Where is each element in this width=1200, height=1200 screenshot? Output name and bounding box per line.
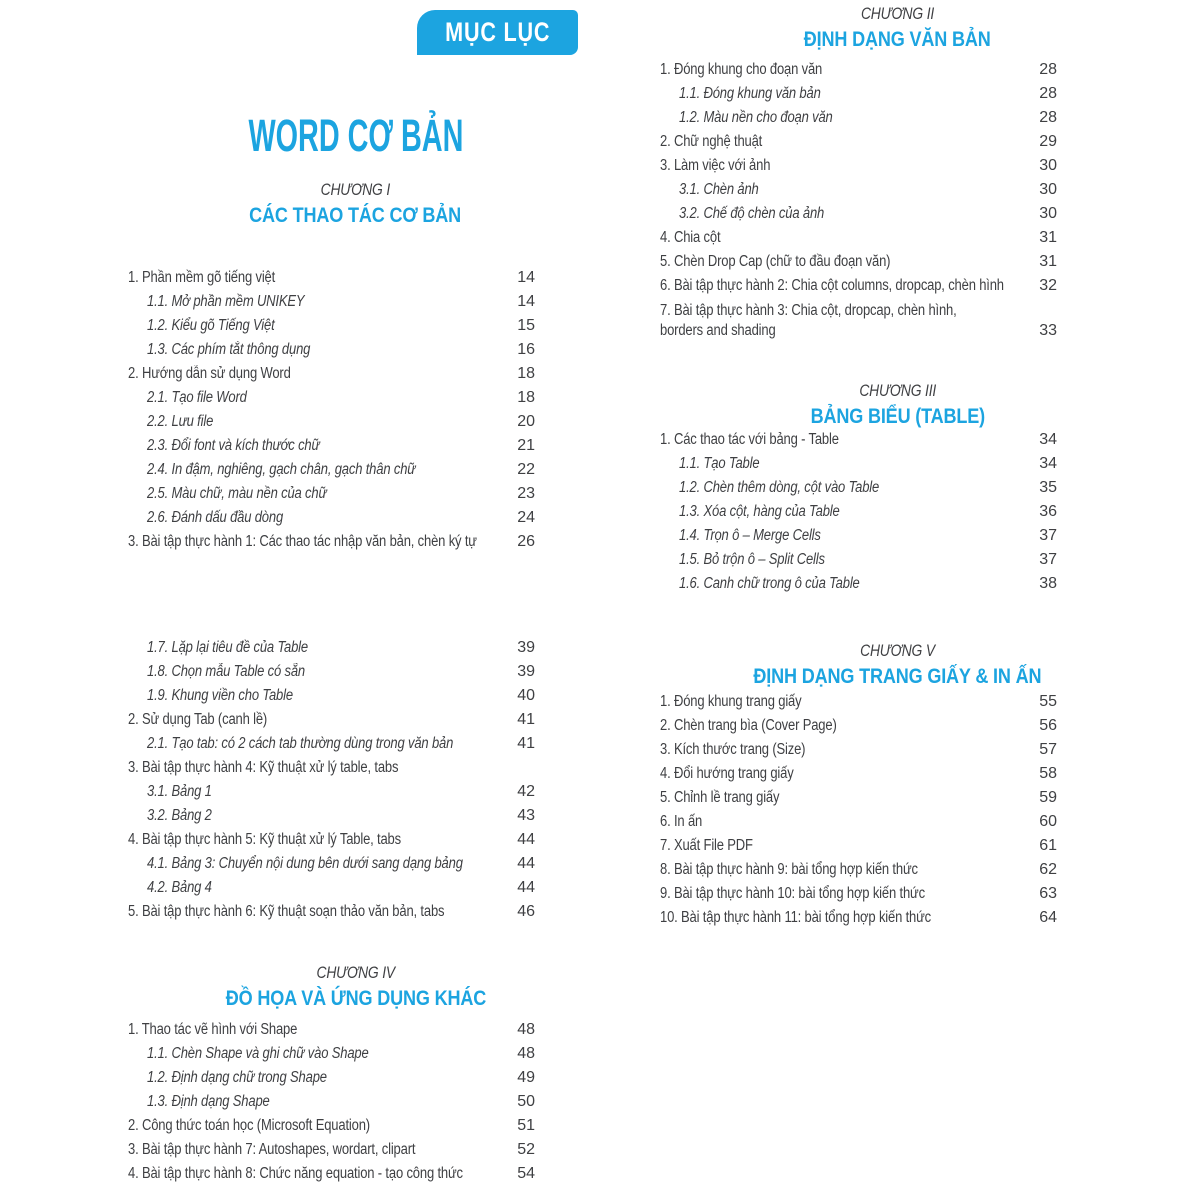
toc-item: [128, 458, 535, 482]
toc-item-page-number: 49: [517, 1069, 535, 1086]
toc-item-label: 1.1. Đóng khung văn bản: [679, 85, 821, 102]
toc-item: [128, 852, 535, 876]
toc-item-label: 6. In ấn: [660, 813, 703, 830]
toc-item-page-number: 21: [517, 437, 535, 454]
toc-item-page-number: 28: [1039, 85, 1057, 102]
chapter-5-items: [660, 690, 1057, 930]
toc-item-label: 3. Bài tập thực hành 1: Các thao tác nhập văn bản, chèn ký tự: [128, 533, 477, 550]
toc-item-page-number: 31: [1039, 229, 1057, 246]
toc-item-page-number: 32: [1039, 277, 1057, 294]
toc-item: [660, 106, 1057, 130]
continuation-items: [128, 636, 535, 924]
toc-item: [660, 178, 1057, 202]
toc-item: [660, 500, 1057, 524]
toc-item-label: 1.9. Khung viền cho Table: [147, 687, 293, 704]
toc-item-page-number: 28: [1039, 109, 1057, 126]
toc-item: [660, 476, 1057, 500]
toc-item: [128, 1138, 535, 1162]
toc-item-label: 3.1. Bảng 1: [147, 783, 212, 800]
chapter-4-heading: ĐỒ HỌA VÀ ỨNG DỤNG KHÁC: [225, 986, 486, 1010]
chapter-5-heading: ĐỊNH DẠNG TRANG GIẤY & IN ẤN: [753, 664, 1042, 688]
toc-item: [128, 506, 535, 530]
toc-item-page-number: 18: [517, 389, 535, 406]
chapter-3-items: [660, 428, 1057, 596]
chapter-2-heading: ĐỊNH DẠNG VĂN BẢN: [804, 27, 991, 51]
toc-item: [660, 58, 1057, 82]
toc-item-label: 10. Bài tập thực hành 11: bài tổng hợp kiến thức: [660, 909, 932, 926]
toc-item: [128, 636, 535, 660]
chapter-1-heading: CÁC THAO TÁC CƠ BẢN: [249, 203, 462, 227]
toc-item: [128, 314, 535, 338]
toc-item-page-number: 60: [1039, 813, 1057, 830]
toc-item-label: 1.2. Định dạng chữ trong Shape: [147, 1069, 327, 1086]
toc-item-label: 1. Đóng khung cho đoạn văn: [660, 61, 823, 78]
toc-item-label: 9. Bài tập thực hành 10: bài tổng hợp kiến thức: [660, 885, 925, 902]
toc-item: [128, 410, 535, 434]
toc-item-page-number: 30: [1039, 181, 1057, 198]
toc-item-page-number: 30: [1039, 205, 1057, 222]
toc-item: [128, 434, 535, 458]
chapter-1-items: [128, 266, 535, 554]
toc-item: [128, 482, 535, 506]
toc-item-label: 7. Bài tập thực hành 3: Chia cột, dropcap, chèn hình, borders and shading: [660, 302, 957, 339]
chapter-3-heading: BẢNG BIỂU (TABLE): [810, 404, 985, 428]
toc-item: [128, 828, 535, 852]
toc-item: [660, 762, 1057, 786]
toc-item: [660, 82, 1057, 106]
toc-item-page-number: 55: [1039, 693, 1057, 710]
toc-item: [128, 1090, 535, 1114]
toc-item-page-number: 46: [517, 903, 535, 920]
toc-item-page-number: 23: [517, 485, 535, 502]
toc-item-label: 2.5. Màu chữ, màu nền của chữ: [147, 485, 327, 502]
toc-item-page-number: 39: [517, 639, 535, 656]
toc-item-label: 1.1. Mở phần mềm UNIKEY: [147, 293, 305, 310]
toc-item-page-number: 37: [1039, 551, 1057, 568]
toc-item-label: 1.3. Các phím tắt thông dụng: [147, 341, 311, 358]
toc-item-page-number: 40: [517, 687, 535, 704]
toc-item-label: 1.7. Lặp lại tiêu đề của Table: [147, 639, 308, 656]
toc-item-label: 4.1. Bảng 3: Chuyển nội dung bên dưới sang dạng bảng: [147, 855, 463, 872]
toc-item-page-number: 44: [517, 831, 535, 848]
toc-item-label: 2. Chèn trang bìa (Cover Page): [660, 717, 837, 734]
toc-item-label: 3. Làm việc với ảnh: [660, 157, 771, 174]
toc-item-page-number: 64: [1039, 909, 1057, 926]
toc-item-label: 4. Bài tập thực hành 8: Chức năng equation - tạo công thức: [128, 1165, 463, 1182]
toc-item-label: 2. Sử dụng Tab (canh lề): [128, 711, 268, 728]
toc-item-label: 5. Chèn Drop Cap (chữ to đầu đoạn văn): [660, 253, 891, 270]
toc-item-label: 2.3. Đổi font và kích thước chữ: [147, 437, 320, 454]
toc-item: [128, 1066, 535, 1090]
toc-item-page-number: 62: [1039, 861, 1057, 878]
toc-item: [128, 1018, 535, 1042]
toc-item-page-number: 61: [1039, 837, 1057, 854]
chapter-4-label: CHƯƠNG IV: [316, 964, 395, 982]
toc-item-page-number: 51: [517, 1117, 535, 1134]
toc-item-page-number: 36: [1039, 503, 1057, 520]
toc-item: [128, 708, 535, 732]
toc-item-page-number: 52: [517, 1141, 535, 1158]
toc-item: [128, 386, 535, 410]
toc-item-label: 1.6. Canh chữ trong ô của Table: [679, 575, 860, 592]
toc-item-page-number: 34: [1039, 431, 1057, 448]
toc-item-page-number: 29: [1039, 133, 1057, 150]
toc-item: [660, 906, 1057, 930]
toc-item-page-number: 38: [1039, 575, 1057, 592]
toc-item-label: 5. Chỉnh lề trang giấy: [660, 789, 780, 806]
toc-item-label: 3. Bài tập thực hành 4: Kỹ thuật xử lý table, tabs: [128, 759, 399, 776]
toc-item: [128, 1042, 535, 1066]
toc-item: [128, 756, 535, 780]
toc-item: [660, 274, 1057, 298]
toc-item: [660, 858, 1057, 882]
toc-item-page-number: 20: [517, 413, 535, 430]
toc-item-label: 1. Đóng khung trang giấy: [660, 693, 802, 710]
toc-item: [660, 548, 1057, 572]
toc-item: [660, 834, 1057, 858]
toc-item-page-number: 41: [517, 735, 535, 752]
toc-item-page-number: 48: [517, 1045, 535, 1062]
toc-item-page-number: 30: [1039, 157, 1057, 174]
chapter-4-items: [128, 1018, 535, 1186]
toc-badge-label: MỤC LỤC: [444, 17, 551, 47]
toc-item: [128, 732, 535, 756]
chapter-1-label: CHƯƠNG I: [320, 181, 391, 199]
toc-item-page-number: 56: [1039, 717, 1057, 734]
toc-item: [128, 266, 535, 290]
chapter-2-label: CHƯƠNG II: [860, 5, 935, 23]
toc-item-label: 1.2. Kiểu gõ Tiếng Việt: [147, 317, 275, 334]
toc-item-page-number: 44: [517, 879, 535, 896]
toc-item-page-number: 63: [1039, 885, 1057, 902]
toc-item: [128, 660, 535, 684]
toc-item-label: 3.1. Chèn ảnh: [679, 181, 759, 198]
toc-item-label: 3. Kích thước trang (Size): [660, 741, 806, 758]
toc-item-page-number: 50: [517, 1093, 535, 1110]
toc-item: [128, 530, 535, 554]
toc-item: [660, 524, 1057, 548]
toc-item-page-number: 54: [517, 1165, 535, 1182]
toc-item-label: 6. Bài tập thực hành 2: Chia cột columns, dropcap, chèn hình: [660, 277, 1004, 294]
toc-item: [128, 876, 535, 900]
toc-item-page-number: 22: [517, 461, 535, 478]
toc-item-page-number: 26: [517, 533, 535, 550]
toc-item-label: 1.8. Chọn mẫu Table có sẵn: [147, 663, 306, 680]
toc-item-label: 2.2. Lưu file: [147, 413, 214, 430]
toc-item-page-number: 58: [1039, 765, 1057, 782]
toc-item-label: 4.2. Bảng 4: [147, 879, 212, 896]
toc-item-label: 1.3. Định dạng Shape: [147, 1093, 270, 1110]
toc-item: [660, 226, 1057, 250]
toc-item-page-number: 37: [1039, 527, 1057, 544]
toc-item-label: 3. Bài tập thực hành 7: Autoshapes, wordart, clipart: [128, 1141, 416, 1158]
chapter-2-items: [660, 58, 1057, 340]
book-title-text: WORD CƠ BẢN: [248, 110, 463, 161]
toc-item-label: 1.5. Bỏ trộn ô – Split Cells: [679, 551, 825, 568]
toc-item-label: 3.2. Chế độ chèn của ảnh: [679, 205, 825, 222]
toc-item-label: 5. Bài tập thực hành 6: Kỹ thuật soạn thảo văn bản, tabs: [128, 903, 445, 920]
toc-item: [660, 690, 1057, 714]
toc-item: [660, 572, 1057, 596]
toc-item: [660, 130, 1057, 154]
toc-item: [128, 684, 535, 708]
toc-item-label: 4. Bài tập thực hành 5: Kỹ thuật xử lý Table, tabs: [128, 831, 401, 848]
toc-item-page-number: 14: [517, 269, 535, 286]
toc-item-page-number: 44: [517, 855, 535, 872]
toc-item: [128, 1162, 535, 1186]
toc-item-page-number: 41: [517, 711, 535, 728]
toc-item: [660, 738, 1057, 762]
toc-item-label: 2.4. In đậm, nghiêng, gạch chân, gạch thân chữ: [147, 461, 416, 478]
toc-item-page-number: 43: [517, 807, 535, 824]
toc-item: [128, 290, 535, 314]
toc-item-label: 1.1. Chèn Shape và ghi chữ vào Shape: [147, 1045, 369, 1062]
toc-item: [128, 780, 535, 804]
toc-item-label: 2. Hướng dẫn sử dụng Word: [128, 365, 291, 382]
toc-item-page-number: 35: [1039, 479, 1057, 496]
toc-item-label: 4. Chia cột: [660, 229, 721, 246]
toc-item-page-number: 34: [1039, 455, 1057, 472]
toc-item: [660, 154, 1057, 178]
toc-item-page-number: 16: [517, 341, 535, 358]
chapter-3-label: CHƯƠNG III: [859, 382, 936, 400]
toc-item: [660, 298, 1057, 340]
toc-item-page-number: 39: [517, 663, 535, 680]
toc-item-page-number: 14: [517, 293, 535, 310]
toc-item: [660, 428, 1057, 452]
toc-item-page-number: 31: [1039, 253, 1057, 270]
toc-item-label: 1.4. Trọn ô – Merge Cells: [679, 527, 821, 544]
toc-item-label: 4. Đổi hướng trang giấy: [660, 765, 794, 782]
toc-item-label: 2.1. Tạo file Word: [147, 389, 247, 406]
toc-item: [660, 250, 1057, 274]
toc-item: [128, 1114, 535, 1138]
chapter-5-label: CHƯƠNG V: [860, 642, 935, 660]
toc-item-page-number: 15: [517, 317, 535, 334]
toc-item-page-number: 28: [1039, 61, 1057, 78]
toc-item-page-number: 48: [517, 1021, 535, 1038]
toc-item-page-number: 33: [1039, 321, 1057, 339]
toc-item-label: 1.2. Màu nền cho đoạn văn: [679, 109, 833, 126]
toc-item-label: 2.1. Tạo tab: có 2 cách tab thường dùng trong văn bản: [147, 735, 454, 752]
toc-item-label: 7. Xuất File PDF: [660, 837, 753, 854]
toc-item-page-number: 59: [1039, 789, 1057, 806]
toc-item-label: 1. Các thao tác với bảng - Table: [660, 431, 839, 448]
toc-item: [660, 786, 1057, 810]
toc-item: [128, 338, 535, 362]
toc-item-label: 8. Bài tập thực hành 9: bài tổng hợp kiến thức: [660, 861, 918, 878]
toc-item: [128, 804, 535, 828]
toc-item: [128, 362, 535, 386]
toc-item: [660, 202, 1057, 226]
toc-item: [660, 452, 1057, 476]
toc-item-label: 2.6. Đánh dấu đầu dòng: [147, 509, 284, 526]
toc-item-page-number: 57: [1039, 741, 1057, 758]
toc-item-label: 3.2. Bảng 2: [147, 807, 212, 824]
toc-item-label: 2. Chữ nghệ thuật: [660, 133, 763, 150]
toc-item: [660, 882, 1057, 906]
toc-item-label: 1. Phần mềm gõ tiếng việt: [128, 269, 276, 286]
toc-item-page-number: 18: [517, 365, 535, 382]
toc-item-label: 1. Thao tác vẽ hình với Shape: [128, 1021, 298, 1038]
toc-item: [128, 900, 535, 924]
toc-badge: [417, 10, 578, 55]
book-title: [128, 110, 583, 162]
toc-item-label: 1.2. Chèn thêm dòng, cột vào Table: [679, 479, 880, 496]
toc-item: [660, 714, 1057, 738]
toc-item-page-number: 42: [517, 783, 535, 800]
toc-item-label: 1.3. Xóa cột, hàng của Table: [679, 503, 840, 520]
toc-item: [660, 810, 1057, 834]
toc-item-label: 1.1. Tạo Table: [679, 455, 760, 472]
toc-item-label: 2. Công thức toán học (Microsoft Equation): [128, 1117, 370, 1134]
toc-item-page-number: 24: [517, 509, 535, 526]
